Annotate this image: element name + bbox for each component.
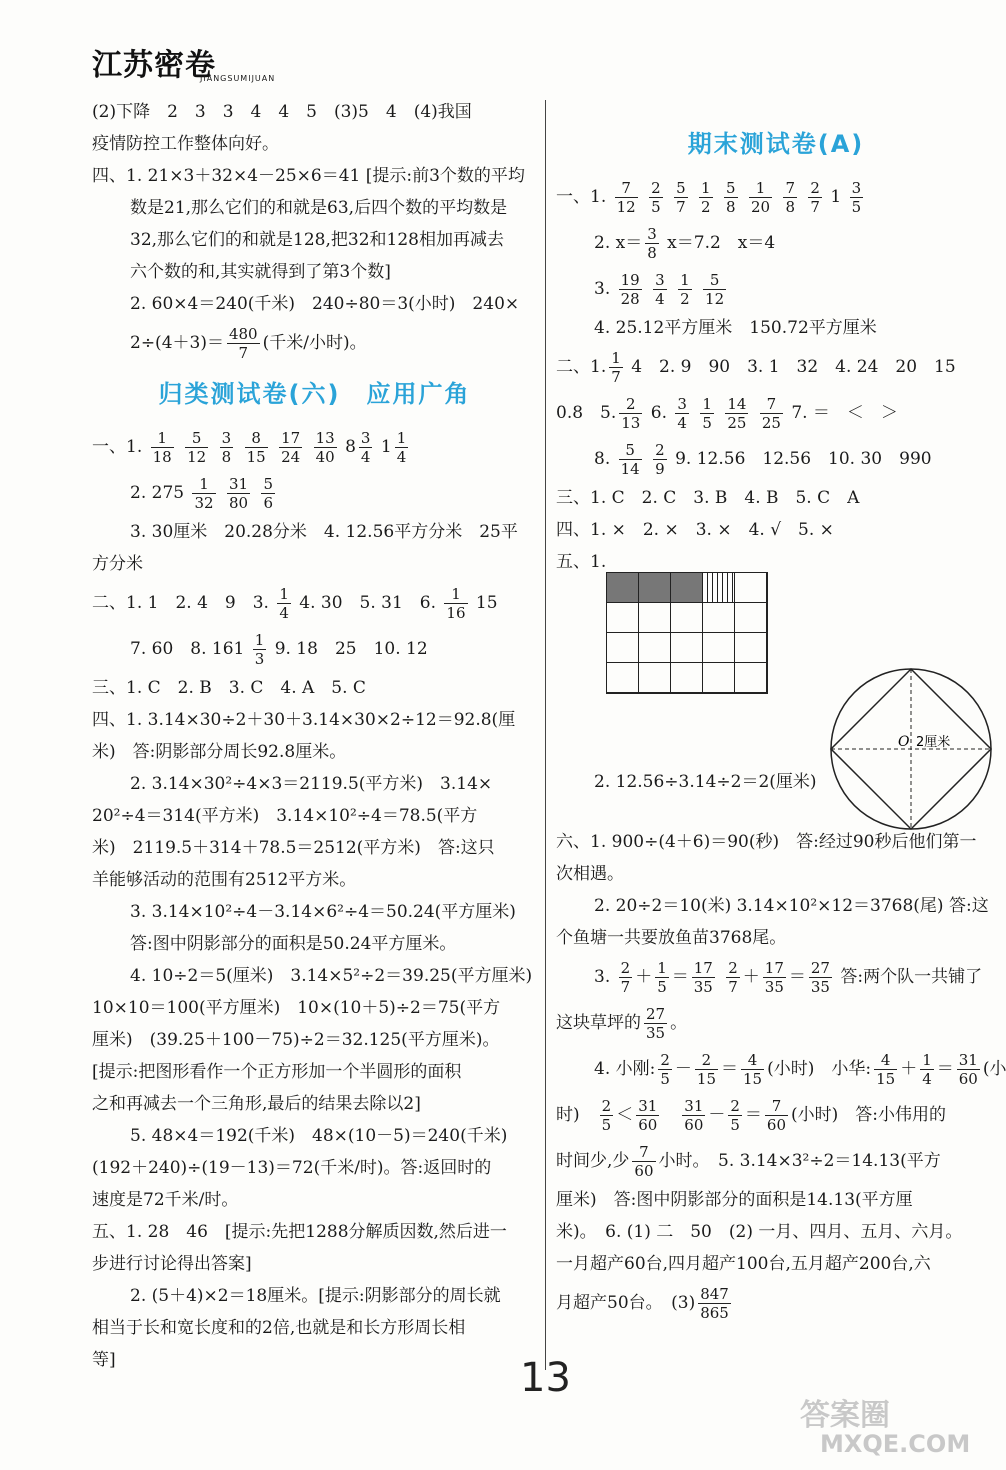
text-line: 8. $\frac{5}{14}$ $\frac{2}{9}$ 9. 12.56 12.56 10. 30 990 (594, 441, 932, 478)
text-line: 六、1. 900÷(4＋6)＝90(秒) 答:经过90秒后他们第一 (556, 832, 977, 852)
circle-center-label: O (898, 734, 910, 750)
text-line: (192＋240)÷(19－13)＝72(千米/时)。答:返回时的 (92, 1158, 492, 1178)
text-line: 个鱼塘一共要放鱼苗3768尾。 (556, 928, 787, 948)
text-line: 2. 20÷2＝10(米) 3.14×10²×12＝3768(尾) 答:这 (594, 896, 989, 916)
text-line: 时) $\frac{2}{5}$ ＜ $\frac{31}{60}$ $\frac{31}{60}$ － $\frac{2}{5}$ ＝ $\frac{7}{60}$ (小时) 答:小伟用的 (556, 1097, 947, 1134)
text-line: 5. 48×4＝192(千米) 48×(10－5)＝240(千米) (130, 1126, 508, 1146)
text-line: 次相遇。 (556, 864, 624, 884)
text-line: 三、1. C 2. B 3. C 4. A 5. C (92, 678, 366, 698)
text-line: 五、1. (556, 552, 607, 572)
watermark-logo: 答案圈 (800, 1398, 890, 1433)
text-line: 三、1. C 2. C 3. B 4. B 5. C A (556, 488, 860, 508)
text-line: 相当于长和宽长度和的2倍,也就是和长方形周长相 (92, 1318, 466, 1338)
fraction: $\frac{480}{7}$ (228, 325, 258, 362)
text-line: 四、1. 3.14×30÷2＋30＋3.14×30×2÷12＝92.8(厘 (92, 710, 516, 730)
text-line: 二、1. 1 2. 4 9 3. $\frac{1}{4}$ 4. 30 5. 31 6. $\frac{1}{16}$ 15 (92, 585, 498, 622)
text-line: 米) 2119.5＋314＋78.5＝2512(平方米) 答:这只 (92, 838, 495, 858)
text-line: 4. 10÷2＝5(厘米) 3.14×5²÷2＝39.25(平方厘米) (130, 966, 533, 986)
watermark-url: MXQE.COM (820, 1430, 971, 1458)
text-line: 2÷(4＋3)＝ $\frac{480}{7}$ (千米/小时)。 (130, 325, 367, 362)
text-line: 0.8 5. $\frac{2}{13}$ 6. $\frac{3}{4}$ $\frac{1}{5}$ $\frac{14}{25}$ $\frac{7}{25}$ 7. ＝ ＜ ＞ (556, 395, 898, 432)
section-heading: 期末测试卷(A) (687, 130, 865, 158)
text-line: 之和再减去一个三角形,最后的结果去除以2] (92, 1094, 421, 1114)
text-line: 一、1. $\frac{7}{12}$ $\frac{2}{5}$ $\frac{5}{7}$ $\frac{1}{2}$ $\frac{5}{8}$ $\frac{1}{20}$ $\frac{7}{8}$ $\frac{2}{7}$ 1 $\frac{3}{5}$ (556, 179, 862, 216)
text-line: 二、1. $\frac{1}{7}$ 4 2. 9 90 3. 1 32 4. 24 20 15 (556, 349, 956, 386)
text-line: 厘米) (39.25＋100－75)÷2＝32.125(平方厘米)。 (92, 1030, 500, 1050)
text-line: 一、1. $\frac{1}{18}$ $\frac{5}{12}$ $\frac{3}{8}$ $\frac{8}{15}$ $\frac{17}{24}$ $\frac{13}{40}$ 8 $\frac{3}{4}$ 1 $\frac{1}{4}$ (92, 429, 407, 466)
circle-square-figure (828, 666, 994, 832)
text-line: 四、1. × 2. × 3. × 4. √ 5. × (556, 520, 834, 540)
text-line: 疫情防控工作整体向好。 (92, 134, 279, 154)
text-line: 3. 30厘米 20.28分米 4. 12.56平方分米 25平 (130, 522, 518, 542)
text-line: [提示:把图形看作一个正方形加一个半圆形的面积 (92, 1062, 462, 1082)
text-line: 六个数的和,其实就得到了第3个数] (130, 262, 391, 282)
column-divider (545, 100, 546, 1370)
text-line: (2)下降 2 3 3 4 4 5 (3)5 4 (4)我国 (92, 102, 472, 122)
text-line: 32,那么它们的和就是128,把32和128相加再减去 (130, 230, 504, 250)
brand-title: 江苏密卷 (92, 48, 216, 83)
text-line: 月超产50台。 (3) $\frac{847}{865}$ (556, 1285, 729, 1322)
text-line: 等] (92, 1350, 116, 1370)
brand-logo (92, 40, 276, 84)
text-line: 米)。 6. (1) 二 50 (2) 一月、四月、五月、六月。 (556, 1222, 963, 1242)
text-line: 2. x＝ $\frac{3}{8}$ x＝7.2 x＝4 (594, 225, 776, 262)
text-line: 3. 3.14×10²÷4－3.14×6²÷4＝50.24(平方厘米) (130, 902, 516, 922)
brand-subtitle: JIANGSUMIJUAN (200, 74, 276, 83)
text-line: 3. $\frac{2}{7}$ ＋ $\frac{1}{5}$ ＝ $\frac{17}{35}$ $\frac{2}{7}$ ＋ $\frac{17}{35}$ ＝ $\frac{27}{35}$ 答:两个队一共铺了 (594, 959, 983, 996)
text-line: 2. 3.14×30²÷4×3＝2119.5(平方米) 3.14× (130, 774, 493, 794)
text-line: 7. 60 8. 161 $\frac{1}{3}$ 9. 18 25 10. 12 (130, 631, 428, 668)
text-line: 2. 275 $\frac{1}{32}$ $\frac{31}{80}$ $\frac{5}{6}$ (130, 475, 274, 512)
text-line: 一月超产60台,四月超产100台,五月超产200台,六 (556, 1254, 931, 1274)
text-line: 四、1. 21×3＋32×4－25×6＝41 [提示:前3个数的平均 (92, 166, 525, 186)
text-line: 2. (5＋4)×2＝18厘米。[提示:阴影部分的周长就 (130, 1286, 501, 1306)
text-line: 羊能够活动的范围有2512平方米。 (92, 870, 357, 890)
text-line: 速度是72千米/时。 (92, 1190, 239, 1210)
text-line: 米) 答:阴影部分周长92.8厘米。 (92, 742, 347, 762)
text-line: 4. 25.12平方厘米 150.72平方厘米 (594, 318, 877, 338)
text-line: 厘米) 答:图中阴影部分的面积是14.13(平方厘 (556, 1190, 913, 1210)
text-line: 方分米 (92, 554, 143, 574)
text-line: 20²÷4＝314(平方米) 3.14×10²÷4＝78.5(平方 (92, 806, 478, 826)
fraction-grid-figure (606, 572, 768, 694)
right-column (556, 116, 1006, 1326)
text-line: 这块草坪的 $\frac{27}{35}$ 。 (556, 1005, 688, 1042)
left-column (92, 96, 537, 1376)
text-line: 4. 小刚: $\frac{2}{5}$ － $\frac{2}{15}$ ＝ $\frac{4}{15}$ (小时) 小华: $\frac{4}{15}$ ＋ $\frac{1}{4}$ ＝ $\frac{31}{60}$ (小 (594, 1051, 1006, 1088)
radius-label: 2厘米 (916, 735, 951, 750)
text-line: 3. $\frac{19}{28}$ $\frac{3}{4}$ $\frac{1}{2}$ $\frac{5}{12}$ (594, 271, 725, 308)
text-line: 2. 12.56÷3.14÷2＝2(厘米) (594, 772, 817, 792)
text-line: 10×10＝100(平方厘米) 10×(10＋5)÷2＝75(平方 (92, 998, 501, 1018)
text-line: 步进行讨论得出答案] (92, 1254, 252, 1274)
text-line: 五、1. 28 46 [提示:先把1288分解质因数,然后进一 (92, 1222, 507, 1242)
page-number: 13 (520, 1355, 571, 1401)
text-line: 答:图中阴影部分的面积是50.24平方厘米。 (130, 934, 457, 954)
text-line: 数是21,那么它们的和就是63,后四个数的平均数是 (130, 198, 508, 218)
text-line: 时间少,少 $\frac{7}{60}$ 小时。 5. 3.14×3²÷2＝14.13(平方 (556, 1143, 941, 1180)
section-heading: 归类测试卷(六) 应用广角 (158, 380, 471, 408)
text-line: 2. 60×4＝240(千米) 240÷80＝3(小时) 240× (130, 294, 520, 314)
